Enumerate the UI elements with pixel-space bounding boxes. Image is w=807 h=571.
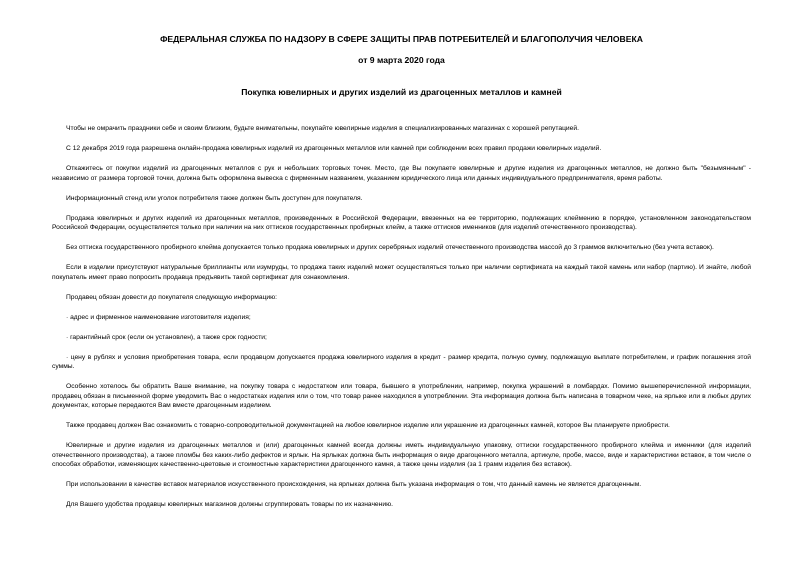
document-date: от 9 марта 2020 года [358,55,445,65]
agency-name: ФЕДЕРАЛЬНАЯ СЛУЖБА ПО НАДЗОРУ В СФЕРЕ ЗАЩИТЫ ПРАВ ПОТРЕБИТЕЛЕЙ И БЛАГОПОЛУЧИЯ ЧЕЛОВЕКА [160,34,643,44]
paragraph: Продавец обязан довести до покупателя следующую информацию: [66,293,278,301]
document-title: Покупка ювелирных и других изделий из драгоценных металлов и камней [241,87,562,97]
paragraph: Особенно хотелось бы обратить Ваше внимание, на покупку товара с недостатком или товара, бывшего в употреблении, например, покупка украшений в ломбардах. Помимо вышеперечисленной информации, продавец обязан в письменной форме уведомить Вас о недостатках изделия или о том, что товар ранее находился в употреблении. Эта информация должна быть написана в товарном чеке, на ярлыке или в любых других документах, которые передаются Вам вместе драгоценным изделием. [52,383,751,409]
paragraph: Информационный стенд или уголок потребителя также должен быть доступен для покупателя. [66,194,363,202]
paragraph: Продажа ювелирных и других изделий из драгоценных металлов, произведенных в Российской Федерации, ввезенных на ее территорию, подлежащих клеймению в порядке, установленном законодательством Российской Федерации, осуществляется только при наличии на них оттисков государственных пробирных клейм, а также оттисков именников (для изделий отечественного производства). [52,214,751,231]
paragraph: Без оттиска государственного пробирного клейма допускается только продажа ювелирных и других серебряных изделий отечественного производства массой до 3 граммов включительно (без учета вставок). [66,244,714,251]
paragraph: Если в изделии присутствуют натуральные бриллианты или изумруды, то продажа таких изделий может осуществляться только при наличии сертификата на каждый такой камень или набор (партию). И знайте, любой покупатель имеет право попросить продавца предъявить такой сертификат для ознакомления. [52,264,751,281]
paragraph: Для Вашего удобства продавцы ювелирных магазинов должны сгруппировать товары по их назначению. [66,501,393,508]
list-item: · адрес и фирменное наименование изготовителя изделия; [66,313,251,321]
list-item: · цену в рублях и условия приобретения товара, если продавцом допускается продажа ювелирного изделия в кредит - размер кредита, полную сумму, подлежащую выплате потребителем, и график погашения этой суммы. [52,353,751,370]
document-header [52,34,751,98]
list-item: · гарантийный срок (если он установлен), а также срок годности; [66,333,267,341]
paragraph: Также продавец должен Вас ознакомить с товарно-сопроводительной документацией на любое ювелирное изделие или украшение из драгоценных камней, которое Вы планируете приобрести. [66,422,670,429]
paragraph: Ювелирные и другие изделия из драгоценных металлов и (или) драгоценных камней всегда должны иметь индивидуальную упаковку, оттиски государственного пробирного клейма и именники (для изделий отечественного производства), а также пломбы без каких-либо дефектов и ярлык. На ярлыках должна быть информация о виде драгоценного металла, артикуле, пробе, массе, виде и характеристики вставок, в том числе о способах обработки, изменяющих качественно-цветовые и стоимостные характеристики драгоценного камня, а также цены изделия (за 1 грамм изделия без вставок). [52,442,751,468]
paragraph: С 12 декабря 2019 года разрешена онлайн-продажа ювелирных изделий из драгоценных металлов или камней при соблюдении всех правил продажи ювелирных изделий. [66,145,602,152]
document-body [52,124,751,510]
paragraph: Откажитесь от покупки изделий из драгоценных металлов с рук и небольших торговых точек. Место, где Вы покупаете ювелирные и другие изделия из драгоценных металлов, не должно быть "безымянным" - независимо от размера торговой точки, должна быть оформлена вывеска с фирменным названием, указанием юридического лица или данных индивидуального предпринимателя, время работы. [52,165,751,182]
paragraph: При использовании в качестве вставок материалов искусственного происхождения, на ярлыках должна быть указана информация о том, что данный камень не является драгоценным. [66,481,642,488]
paragraph: Чтобы не омрачить праздники себе и своим близким, будьте внимательны, покупайте ювелирные изделия в специализированных магазинах с хорошей репутацией. [66,125,579,132]
